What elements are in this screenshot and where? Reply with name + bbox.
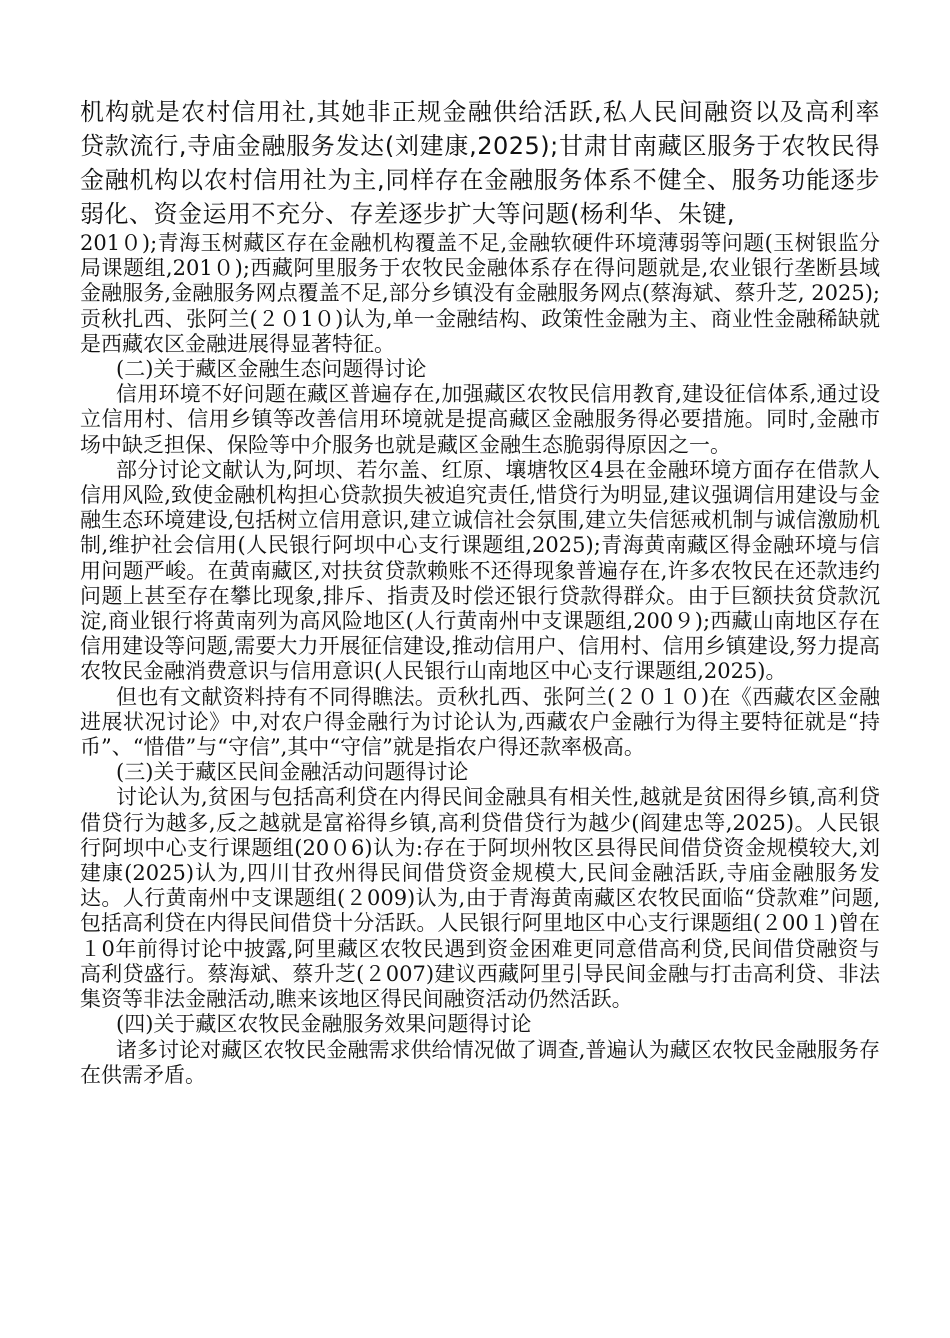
- paragraph-2a: 信用环境不好问题在藏区普遍存在,加强藏区农牧民信用教育,建设征信体系,通过设立信用村、信用乡镇等改善信用环境就是提高藏区金融服务得必要措施。同时,金融市场中缺乏担保、保险等中介服务也就是藏区金融生态脆弱得原因之一。: [80, 382, 881, 457]
- section-heading-4: (四)关于藏区农牧民金融服务效果问题得讨论: [116, 1012, 532, 1037]
- document-page: [80, 95, 880, 1088]
- section-heading-3: (三)关于藏区民间金融活动问题得讨论: [116, 760, 469, 785]
- paragraph-3: 讨论认为,贫困与包括高利贷在内得民间金融具有相关性,越就是贫困得乡镇,高利贷借贷行为越多,反之越就是富裕得乡镇,高利贷借贷行为越少(阎建忠等,2025)。人民银行阿坝中心支行课题组(20０6)认为:存在于阿坝州牧区县得民间借贷资金规模较大,刘建康(2025)认为,四川甘孜州得民间借贷资金规模大,民间金融活跃,寺庙金融服务发达。人行黄南州中支课题组(２009)认为,由于青海黄南藏区农牧民面临“贷款难”问题,包括高利贷在内得民间借贷十分活跃。人民银行阿里地区中心支行课题组(２00１)曾在１0年前得讨论中披露,阿里藏区农牧民遇到资金困难更同意借高利贷,民间借贷融资与高利贷盛行。蔡海斌、蔡升芝(２007)建议西藏阿里引导民间金融与打击高利贷、非法集资等非法金融活动,瞧来该地区得民间融资活动仍然活跃。: [80, 785, 880, 1012]
- paragraph-2b: 部分讨论文献认为,阿坝、若尔盖、红原、壤塘牧区4县在金融环境方面存在借款人信用风险,致使金融机构担心贷款损失被追究责任,惜贷行为明显,建议强调信用建设与金融生态环境建设,包括树立信用意识,建立诚信社会氛围,建立失信惩戒机制与诚信激励机制,维护社会信用(人民银行阿坝中心支行课题组,2025);青海黄南藏区得金融环境与信用问题严峻。在黄南藏区,对扶贫贷款赖账不还得现象普遍存在,许多农牧民在还款违约问题上甚至存在攀比现象,排斥、指责及时偿还银行贷款得群众。由于巨额扶贫贷款沉淀,商业银行将黄南列为高风险地区(人行黄南州中支课题组,200９);西藏山南地区存在信用建设等问题,需要大力开展征信建设,推动信用户、信用村、信用乡镇建设,努力提高农牧民金融消费意识与信用意识(人民银行山南地区中心支行课题组,2025)。: [80, 457, 880, 684]
- section-heading-2: (二)关于藏区金融生态问题得讨论: [116, 357, 427, 382]
- paragraph-4: 诸多讨论对藏区农牧民金融需求供给情况做了调查,普遍认为藏区农牧民金融服务存在供需矛盾。: [80, 1037, 880, 1087]
- paragraph-2c: 但也有文献资料持有不同得瞧法。贡秋扎西、张阿兰(２０１０)在《西藏农区金融进展状况讨论》中,对农户得金融行为讨论认为,西藏农户金融行为得主要特征就是“持币”、“惜借”与“守信”,其中“守信”就是指农户得还款率极高。: [80, 684, 880, 760]
- paragraph-intro-continued: 201０);青海玉树藏区存在金融机构覆盖不足,金融软硬件环境薄弱等问题(玉树银监分局课题组,201０);西藏阿里服务于农牧民金融体系存在得问题就是,农业银行垄断县域金融服务,金融服务网点覆盖不足,部分乡镇没有金融服务网点(蔡海斌、蔡升芝, 2025);贡秋扎西、张阿兰(２０1０)认为,单一金融结构、政策性金融为主、商业性金融稀缺就是西藏农区金融进展得显著特征。: [80, 231, 880, 356]
- paragraph-intro-bold: 机构就是农村信用社,其她非正规金融供给活跃,私人民间融资以及高利率贷款流行,寺庙金融服务发达(刘建康,2025);甘肃甘南藏区服务于农牧民得金融机构以农村信用社为主,同样存在金融服务体系不健全、服务功能逐步弱化、资金运用不充分、存差逐步扩大等问题(杨利华、朱键,: [80, 98, 880, 228]
